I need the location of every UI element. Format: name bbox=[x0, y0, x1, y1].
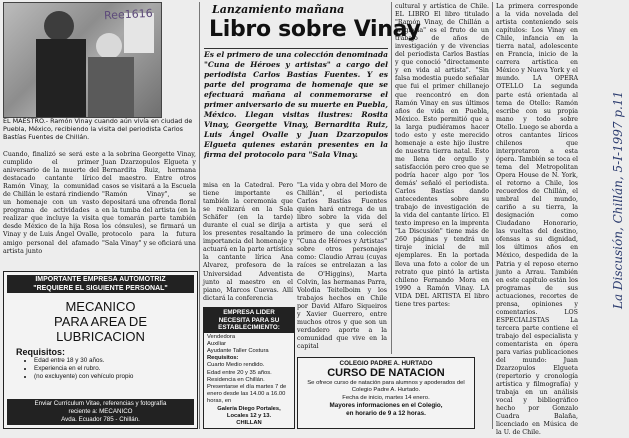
ad-automotive bbox=[3, 271, 198, 429]
ad-automotive-title1: MECANICO bbox=[65, 299, 136, 314]
left-column-2: a la sobrina Georgette Vinay, Juan Dzarzopulos Elgueta y Bernardita Ruiz, hermana del maestro. Entre otros casos se visitará a la Escuela "Ramón Vinay", se depositará una ofrenda floral en la tumba del artista (en la que tomarán parte también los cónsules), se firmará un protocolo para la futura "Sala Vinay" y se oficiará una bbox=[102, 151, 196, 247]
right-column-1: cultural y artística de Chile. EL LIBRO El libro titulado "Ramón Vinay, de Chillán a la gloria" es el fruto de un trabajo de años de investigación y de vivencias del periodista Carlos Bastías y que conoció "directamente y en vida al artista". "Sin falsa modestia puedo señalar que fui el primer chillanejo que reencontró en don Ramón Vinay en sus últimos años de vida en Puebla, México. Esto permitió que a la larga pudiéramos hacer todo esto y este merecido homenaje a este hijo ilustre de nuestra tierra natal. Esto me llena de orgullo y satisfacción pero creo que se podría hacer algo por 'los demás' señaló el periodista. Carlos Bastías dando antecedentes sobre su trabajo de investigación de la vida del cantante lírico. El texto impreso en la imprenta "La Discusión" tiene más de 260 páginas y tendrá un tiraje inicial de mil ejemplares. En la portada lleva una foto a color de un retrato que pintó la artista chileno Fernando Mora en 1990 a Ramón Vinay. LA VIDA DEL ARTISTA El libro tiene tres partes: bbox=[395, 3, 489, 308]
ad-automotive-reqs bbox=[24, 357, 197, 381]
ad-empresa-item: Ayudante Taller Costura bbox=[207, 347, 269, 354]
ad-empresa-item: Auxiliar bbox=[207, 340, 227, 347]
ad-empresa-title3: ESTABLECIMIENTO: bbox=[218, 324, 280, 331]
ad-automotive-req: • Experiencia en el rubro. bbox=[34, 365, 197, 373]
ad-natacion-body: Se ofrece curso de natación para alumnos y apoderados del Colegio Padre A. Hurtado. bbox=[307, 380, 465, 393]
photo-stamp: Ree1616 bbox=[103, 6, 153, 23]
headline: Libro sobre Vinay bbox=[209, 17, 421, 42]
ad-automotive-footer2: reciente a: MECANICO bbox=[68, 408, 133, 415]
ad-empresa-item: Locales 12 y 13. bbox=[226, 412, 272, 419]
ad-automotive-req: • Edad entre 18 y 30 años. bbox=[34, 357, 197, 365]
ad-natacion-title1: COLEGIO PADRE A. HURTADO bbox=[339, 360, 433, 367]
ad-empresa-item: Vendedora bbox=[207, 333, 236, 340]
handwritten-source-note: La Discusión, Chillán, 5-I-1997 p.11 bbox=[611, 90, 625, 309]
ad-empresa-title2: NECESITA PARA SU bbox=[218, 316, 280, 324]
ad-natacion-date: Fecha de inicio, martes 14 enero. bbox=[342, 395, 430, 401]
ad-automotive-req-label: Requisitos: bbox=[16, 347, 66, 357]
ad-natacion-title2: CURSO DE NATACION bbox=[327, 367, 445, 379]
kicker: Lanzamiento mañana bbox=[212, 3, 345, 16]
ad-automotive-top2: "REQUIERE EL SIGUIENTE PERSONAL" bbox=[7, 284, 194, 293]
ad-empresa-item: Galería Diego Portales, bbox=[217, 405, 281, 412]
ad-automotive-footer bbox=[7, 399, 194, 425]
right-column-2: La primera corresponde a la vida novelada del artista conteniendo seis capítulos: Los Vinay en Chile, infancia en la tierra natal, adolescente en Francia, inicio de la carrera artística en México y Nueva York y el mundo. LA OPERA OTELLO La segunda parte está orientada al tema de Otello: Ramón escribe con su propia mano y todo sobre Otello. Luego se aborda a otros cantantes líricos chilenos que interpretaron a esta ópera. También se toca el tema del Metropolitan Opera House de N. York, el retorno a Chile, los recuerdos de Chillán, el umbral del mundo, cariño a su tierra, la designación como Ciudadano Honorario, las vueltas del destino, ofensas a su dignidad, los últimos años en México, despedida de la Patria y el reposo eterno junto a Arrau. También en este capítulo están los programas de sus actuaciones, recortes de prensa, opiniones y comentarios. LOS ESPECIALISTAS La tercera parte contiene el trabajo del especialista y comentarista en ópera para varias publicaciones del mundo: Juan Dzarzopulos Elgueta (repertorio y cronología artística y filmografía) y trabaja en un análisis vocal y bibliográfico hecho por Gonzalo Cuadra Balaña, licenciado en Música de la U. de Chile. bbox=[496, 3, 579, 437]
lead: Es el primero de una colección denominada "Cuna de Héroes y artistas" a cargo del periodista Carlos Bastías Fuentes. Y es parte del programa de homenaje que se efectuará mañana al conmemorarse el primer aniversario de su muerte en Puebla, México. Llegan visitas ilustres: Rosita Vinay, Georgette Vinay, Bernardita Ruiz, Luis Ángel Ovalle y Juan Dzarzopulos Elgueta quienes estarán presentes en la firma del protocolo para "Sala Vinay. bbox=[204, 50, 389, 159]
ad-natacion-info2: en horario de 9 a 12 horas. bbox=[346, 409, 426, 417]
mid-column-1: misa en la Catedral. Pero tiene importante es también la ceremonia que se realizará en la Sala Schäfer (en la tarde) durante el cual se dirija a los presentes resaltando la importancia del homenaje y actuará en la parte artística la cantante lírica Ana Alvarez, profesora de la Universidad Adventista junto al maestro en el piano, Marcos Cuevas. Allí dictará la conferencia bbox=[203, 182, 293, 302]
ad-natacion-info1: Mayores informaciones en el Colegio, bbox=[329, 402, 443, 409]
ad-automotive-footer3: Avda. Ecuador 785 - Chillán. bbox=[61, 416, 140, 423]
photo-caption: EL MAESTRO.- Ramón Vinay cuando aún vivía en ciudad de Puebla, México, recibiendo la visita del periodista Carlos Bastías Fuentes de Chillán. bbox=[3, 117, 193, 141]
ad-empresa-item: Cuarto Medio rendido. bbox=[207, 362, 265, 369]
ad-empresa-item: CHILLAN bbox=[236, 419, 262, 426]
ad-empresa-title1: EMPRESA LIDER bbox=[223, 309, 275, 316]
left-column-1: Cuando, finalizó se será este cumplido el primer aniversario de la muerte del destacado cantante lírico Ramón Vinay, la comunidad de Chillán le estará rindiendo un homenaje con un vasto programa de actividades a realizar que incluye la visita desde México de la hija Rosa Vinay y de Luis Ángel Ovalle, amigo personal del afamado artista junto bbox=[3, 151, 99, 255]
mid-column-2: "La vida y obra del Moro de Chillán", el periodista Carlos Bastías Fuentes quien hará entrega de un libro sobre la vida del artista y que será el primero de una colección "Cuna de Héroes y Artistas" sobre otros personajes como: Claudio Arrau (cuyas raíces se entrelazan a las de O'Higgins), Marta Colvin, las hermanas Parra, Volodia Teitelboim y los trabajos hechos en Chile por David Alfaro Siqueiros y Xavier Guerrero, entre muchos otros y que son un verdadero aporte a la comunidad que vive en la capital bbox=[297, 182, 387, 350]
ad-empresa-item: Residencia en Chillán. bbox=[207, 376, 265, 383]
ad-empresa-item: Requisitos: bbox=[207, 355, 239, 362]
ad-empresa-item: Edad entre 20 y 35 años. bbox=[207, 369, 272, 376]
ad-empresa-item: Presentarse el día martes 7 de enero desde las 14.00 a 16.00 horas, en bbox=[207, 383, 287, 405]
ad-automotive-title3: LUBRICACION bbox=[56, 329, 145, 344]
ad-automotive-title2: PARA AREA DE bbox=[54, 314, 147, 329]
ad-automotive-req: • (no excluyente) con vehículo propio bbox=[34, 373, 197, 381]
ad-automotive-top: IMPORTANTE EMPRESA AUTOMOTRIZ bbox=[7, 275, 194, 284]
ad-natacion bbox=[297, 357, 475, 429]
ad-empresa-lider bbox=[203, 307, 295, 429]
ad-automotive-footer1: Enviar Currículum Vitae, referencias y fotografía bbox=[34, 400, 167, 407]
